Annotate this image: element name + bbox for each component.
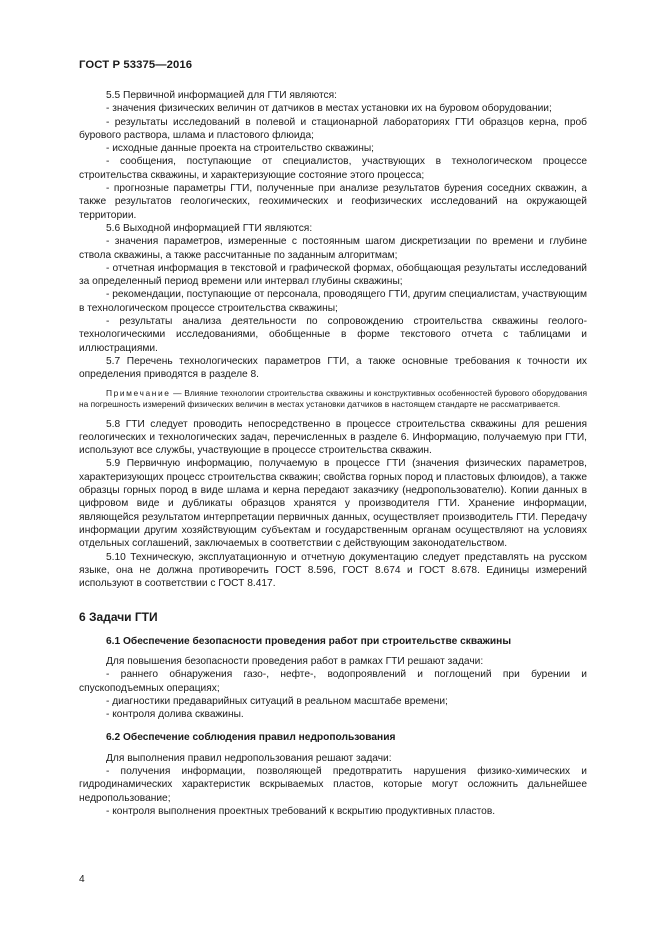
clause-5-5-item: - исходные данные проекта на строительство скважины; bbox=[106, 143, 375, 155]
clause-5-10: 5.10 Техническую, эксплуатационную и отчетную документацию следует представлять на русском языке, она не должна противоречить ГОСТ 8.596, ГОСТ 8.674 и ГОСТ 8.678. Единицы измерений используют в соответствии с ГОСТ 8.417. bbox=[79, 551, 587, 590]
note bbox=[79, 388, 587, 411]
note-label: Примечание bbox=[106, 387, 171, 398]
clause-5-5-intro: 5.5 Первичной информацией для ГТИ являются: bbox=[106, 90, 337, 101]
clause-5-6-item: - отчетная информация в текстовой и графической формах, обобщающая результаты исследований за определенный период времени или интервал глубины скважины; bbox=[79, 262, 587, 288]
document-header: ГОСТ Р 53375—2016 bbox=[79, 59, 193, 71]
clause-5-7: 5.7 Перечень технологических параметров ГТИ, а также основные требования к точности их определения приводятся в разделе 8. bbox=[79, 355, 587, 381]
subsection-6-1-item: - диагностики предаварийных ситуаций в реальном масштабе времени; bbox=[106, 695, 448, 707]
subsection-6-2-intro: Для выполнения правил недропользования решают задачи: bbox=[106, 752, 392, 764]
clause-5-6-item: - рекомендации, поступающие от персонала, проводящего ГТИ, другим специалистам, участвующим в технологическом процессе строительства скважины; bbox=[79, 289, 587, 314]
clause-5-8: 5.8 ГТИ следует проводить непосредственно в процессе строительства скважины для решения геологических и технологических задач, перечисленных в разделе 6. Информацию, получаемую при ГТИ, используют все службы, участвующие в процессе строительства скважин. bbox=[79, 418, 587, 457]
subsection-6-1-item: - контроля долива скважины. bbox=[106, 709, 244, 721]
section-6-title: 6 Задачи ГТИ bbox=[79, 610, 158, 625]
page-number: 4 bbox=[79, 874, 85, 885]
clause-5-6-item: - значения параметров, измеренные с постоянным шагом дискретизации по времени и глубине ствола скважины, а также рассчитанные по заданным алгоритмам; bbox=[79, 236, 587, 261]
clause-5-5-item: - прогнозные параметры ГТИ, полученные при анализе результатов бурения соседних скважин, а также результатов геологических, геохимических и геофизических исследований на окружающей территории. bbox=[79, 183, 587, 221]
document-body bbox=[79, 89, 587, 818]
subsection-6-1-item: - раннего обнаружения газо-, нефте-, водопроявлений и поглощений при бурении и спускоподъемных операциях; bbox=[79, 669, 587, 694]
note-text: — Влияние технологии строительства скважины и конструктивных особенностей бурового оборудования на погрешность измерений физических величин в местах установки датчиков в настоящем стандарте не рассматривается. bbox=[79, 387, 587, 410]
subsection-6-2-item: - получения информации, позволяющей предотвратить нарушения физико-химических и гидродинамических характеристик вскрываемых пластов, которые могут осложнить дальнейшее недропользование; bbox=[79, 766, 587, 804]
clause-5-5-item: - значения физических величин от датчиков в местах установки их на буровом оборудовании; bbox=[106, 103, 552, 115]
subsection-6-1-intro: Для повышения безопасности проведения работ в рамках ГТИ решают задачи: bbox=[106, 655, 484, 667]
clause-5-6-intro: 5.6 Выходной информацией ГТИ являются: bbox=[106, 222, 313, 234]
clause-5-5-item: - результаты исследований в полевой и стационарной лабораториях ГТИ образцов керна, проб бурового раствора, шлама и пластового флюида; bbox=[79, 116, 587, 141]
subsection-6-1-title: 6.1 Обеспечение безопасности проведения работ при строительстве скважины bbox=[106, 635, 512, 647]
clause-5-9: 5.9 Первичную информацию, получаемую в процессе ГТИ (значения физических параметров, характеризующих процесс строительства скважин; свойства горных пород и пластовых флюидов), а также образцы горных пород в виде шлама и керна передают заказчику (недропользователю). Копии данных в цифровом виде и дубликаты образцов хранятся у производителя ГТИ. Хранение информации, являющейся результатом интерпретации первичных данных, осуществляет производитель ГТИ. Передачу информации другим хозяйствующим субъектам и государственным органам осуществляют на условиях отдельных соглашений, заключаемых в соответствии с действующим законодательством. bbox=[79, 458, 587, 550]
subsection-6-2-item: - контроля выполнения проектных требований к вскрытию продуктивных пластов. bbox=[106, 805, 496, 817]
clause-5-5-item: - сообщения, поступающие от специалистов, участвующих в технологическом процессе строительства скважины, и характеризующие состояние этого процесса; bbox=[79, 156, 587, 181]
clause-5-6-item: - результаты анализа деятельности по сопровождению строительства скважины геолого-технологическими исследованиями, обобщенные в форме текстового отчета с таблицами и иллюстрациями. bbox=[79, 316, 587, 354]
subsection-6-2-title: 6.2 Обеспечение соблюдения правил недропользования bbox=[106, 732, 396, 744]
